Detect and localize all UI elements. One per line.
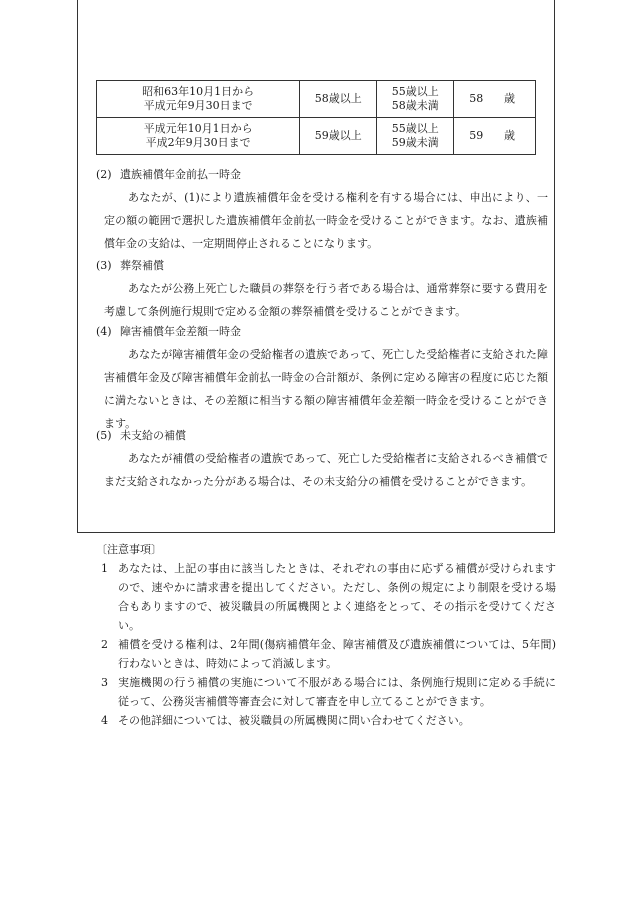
section-body: あなたが公務上死亡した職員の葬祭を行う者である場合は、通常葬祭に要する費用を考慮して条例施行規則で定める金額の葬祭補償を受けることができます。 [104,282,548,318]
section-number: (5) [96,429,112,442]
age-b-lower: 55歳以上 [391,85,439,98]
section-title: 葬祭補償 [120,259,164,272]
period-cell [97,118,300,155]
section-5 [96,424,548,493]
section-heading [96,254,548,277]
section-2 [96,163,548,255]
section-4 [96,320,548,435]
note-item [96,711,556,730]
section-title: 遺族補償年金前払一時金 [120,168,241,181]
age-c-number: 58 [469,92,484,105]
period-end: 平成元年9月30日まで [143,99,253,112]
section-body: あなたが障害補償年金の受給権者の遺族であって、死亡した受給権者に支給された障害補償年金及び障害補償年金前払一時金の合計額が、条例に定める障害の程度に応じた額に満たないときは、その差額に相当する額の障害補償年金差額一時金を受けることができます。 [104,348,548,430]
age-table [96,80,536,155]
table-row [97,81,536,118]
note-number: 1 [101,562,108,575]
note-number: 2 [101,638,108,651]
age-b-lower: 55歳以上 [391,122,439,135]
period-end: 平成2年9月30日まで [145,136,251,149]
age-c-cell [454,81,536,118]
age-c-unit: 歳 [504,92,515,105]
note-text: あなたは、上記の事由に該当したときは、それぞれの事由に応ずる補償が受けられますので、速やかに請求書を提出してください。ただし、条例の規定により制限を受ける場合もありますので、被災職員の所属機関とよく連絡をとって、その指示を受けてください。 [118,562,556,632]
note-number: 3 [101,676,108,689]
section-3 [96,254,548,323]
note-item [96,673,556,711]
period-start: 平成元年10月1日から [143,122,253,135]
age-c-number: 59 [469,129,484,142]
note-item [96,559,556,635]
note-text: 補償を受ける権利は、2年間(傷病補償年金、障害補償及び遺族補償については、5年間)行わないときは、時効によって消滅します。 [118,638,556,670]
age-b-upper: 58歳未満 [391,99,439,112]
section-body: あなたが補償の受給権者の遺族であって、死亡した受給権者に支給されるべき補償でまだ支給されなかった分がある場合は、その未支給分の補償を受けることができます。 [104,452,548,488]
note-number: 4 [101,714,108,727]
age-b-cell [377,81,454,118]
section-title: 未支給の補償 [120,429,186,442]
section-body: あなたが、(1)により遺族補償年金を受ける権利を有する場合には、申出により、一定の額の範囲で選択した遺族補償年金前払一時金を受けることができます。なお、遺族補償年金の支給は、一定期間停止されることになります。 [104,191,548,250]
note-text: 実施機関の行う補償の実施について不服がある場合には、条例施行規則に定める手続に従って、公務災害補償等審査会に対して審査を申し立てることができます。 [118,676,556,708]
note-item [96,635,556,673]
age-b-cell [377,118,454,155]
section-number: (3) [96,259,112,272]
period-start: 昭和63年10月1日から [142,85,255,98]
age-a-cell: 58歳以上 [300,81,377,118]
age-c-unit: 歳 [504,129,515,142]
section-heading [96,163,548,186]
notes-title: 〔注意事項〕 [96,543,162,556]
section-number: (4) [96,325,112,338]
section-title: 障害補償年金差額一時金 [120,325,241,338]
age-b-upper: 59歳未満 [391,136,439,149]
section-heading [96,424,548,447]
note-text: その他詳細については、被災職員の所属機関に問い合わせてください。 [118,714,470,727]
period-cell [97,81,300,118]
age-c-cell [454,118,536,155]
notes-section [96,540,556,730]
age-a-cell: 59歳以上 [300,118,377,155]
table-row [97,118,536,155]
section-number: (2) [96,168,112,181]
section-heading [96,320,548,343]
